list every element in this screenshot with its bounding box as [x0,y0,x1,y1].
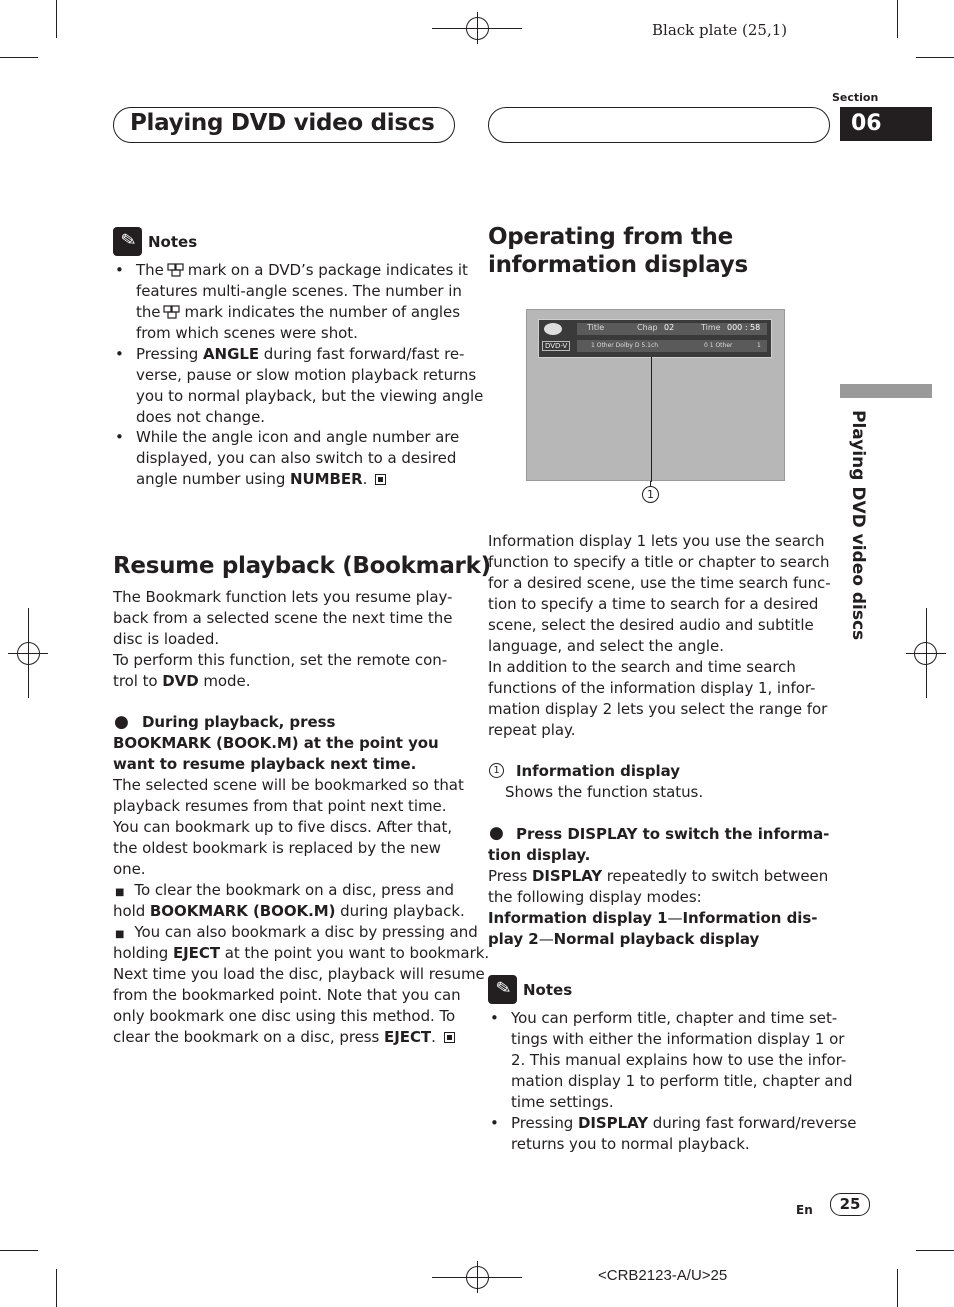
crop-mark-br-v [897,1269,898,1307]
callout-legend-title: Information display [516,762,680,780]
pencil-icon: ✎ [113,227,142,256]
bullet-dot: • [490,1009,499,1027]
info-display-heading: Operating from the information displays [488,224,748,278]
callout-line [651,357,652,482]
dvd-type-label: DVD-V [542,341,570,351]
square-bullet-icon: ■ [115,887,125,898]
section-label: Section [832,91,879,104]
notes-label: Notes [148,232,198,251]
angle-mark-icon [167,262,185,276]
pencil-icon: ✎ [488,975,517,1004]
subtitle-info: 0 1 Other [704,342,733,349]
bullet-dot: • [115,428,124,446]
end-mark-icon [444,1032,455,1043]
step-bullet: ● [114,712,129,732]
square-bullet-icon: ■ [115,929,125,940]
crop-mark-tl-v [56,0,57,38]
title-label: Title [587,323,605,332]
language-label: En [796,1203,813,1217]
note-angle-mark: The mark on a DVD’s package indicates it features multi-angle scenes. The number in the mark indicates the number of angles from which scenes were shot. [136,261,468,342]
bookmark-heading: Resume playback (Bookmark) [113,553,491,579]
audio-info: 1 Other Dolby D 5.1ch [591,342,659,349]
time-label: Time [701,323,721,332]
side-tab-text: Playing DVD video discs [848,410,868,641]
info-display-body: Information display 1 lets you use the search function to specify a title or chapter to search for a desired scene, use the time search func- tion to specify a time to search for a desired scene, select the desired audio and subtitle language, and select the angle. In addition to the search and time search functions of the information display 1, infor- mation display 2 lets you select the range for repeat play. [488,532,831,739]
plate-label: Black plate (25,1) [652,21,788,39]
display-step-text: Press DISPLAY repeatedly to switch between the following display modes: [488,867,829,906]
side-tab-bar [840,384,932,398]
document-code: <CRB2123-A/U>25 [598,1267,728,1284]
note-angle-button: Pressing ANGLE during fast forward/fast re- verse, pause or slow motion playback returns you to normal playback, but the viewing angle does not change. [136,345,484,426]
disc-icon [544,323,562,335]
callout-legend-number: 1 [489,763,504,778]
crop-mark-tr-v [897,0,898,38]
note-display-button: Pressing DISPLAY during fast forward/reverse returns you to normal playback. [511,1114,857,1153]
info-display-screen [526,309,785,481]
crop-mark-br-h [916,1250,954,1251]
bookmark-intro: The Bookmark function lets you resume play- back from a selected scene the next time the disc is loaded. To perform this function, set the remote con- trol to DVD mode. [113,588,453,690]
angle-mark-icon [163,304,181,318]
section-number: 06 [840,107,932,141]
bookmark-step: During playback, press BOOKMARK (BOOK.M) at the point you want to resume playback next time. [113,713,439,773]
chap-label: Chap [637,323,658,332]
display-step: Press DISPLAY to switch the informa- tion display. [488,825,830,864]
bullet-dot: • [490,1114,499,1132]
note-angle-number: While the angle icon and angle number are displayed, you can also switch to a desired angle number using NUMBER. [136,428,460,488]
crop-mark-bl-h [0,1250,38,1251]
angle-info: 1 [757,342,761,349]
callout-legend-desc: Shows the function status. [505,783,704,801]
bullet-dot: • [115,261,124,279]
crop-mark-tr-h [916,57,954,58]
header-blank-frame [488,107,830,143]
note-display-settings: You can perform title, chapter and time set- tings with either the information display 1 or 2. This manual explains how to use the infor- mation display 1 to perform title, chapter and time settings. [511,1009,853,1111]
bullet-dot: • [115,345,124,363]
crop-mark-bl-v [56,1269,57,1307]
page-number: 25 [830,1193,870,1216]
crop-mark-tl-h [0,57,38,58]
bookmark-note-1: ■ To clear the bookmark on a disc, press and hold BOOKMARK (BOOK.M) during playback. [113,881,465,920]
display-modes: Information display 1—Information dis- play 2—Normal playback display [488,909,818,948]
time-value: 000 : 58 [727,323,761,332]
notes-heading-left [113,227,197,256]
end-mark-icon [375,474,386,485]
notes-label: Notes [523,980,573,999]
step-bullet: ● [489,823,504,843]
notes-heading-right [488,975,572,1004]
page-title: Playing DVD video discs [130,110,435,136]
info-bar [538,319,772,358]
bookmark-step-text: The selected scene will be bookmarked so that playback resumes from that point next time. You can bookmark up to five discs. After that, the oldest bookmark is replaced by the new one. [113,776,464,878]
bookmark-note-2: ■ You can also bookmark a disc by pressing and holding EJECT at the point you want to bookmark. Next time you load the disc, playback will resume from the bookmarked point. Note that you can only bookmark one disc using this method. To clear the bookmark on a disc, press EJECT. [113,923,490,1046]
callout-number: 1 [642,486,659,503]
chap-value: 02 [664,323,675,332]
